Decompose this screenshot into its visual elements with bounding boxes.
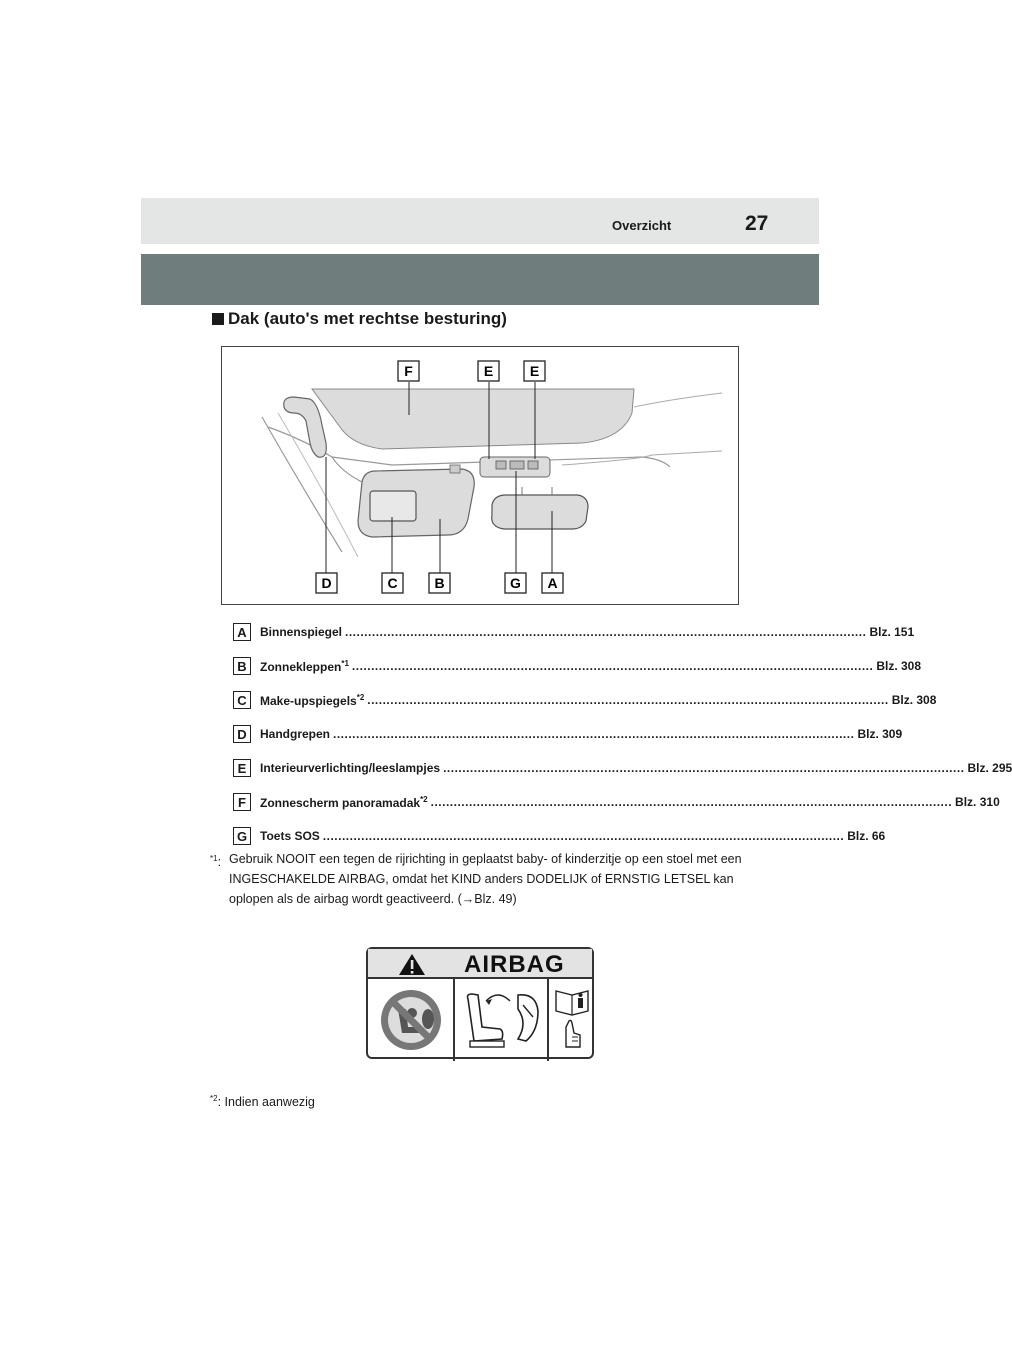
- item-label: Zonnescherm panoramadak$^{*2}$: [260, 794, 428, 810]
- roof-illustration-drawing: [222, 347, 740, 606]
- grab-handle-shape: [284, 397, 327, 457]
- leader-dots: ........................................................................................................................................: [345, 625, 867, 639]
- list-item: [233, 717, 903, 751]
- item-page-ref[interactable]: Blz. 151: [869, 625, 915, 639]
- warning-triangle-icon: [399, 954, 425, 975]
- rearview-mirror-shape: [492, 495, 588, 529]
- section-title: [212, 309, 507, 329]
- item-label: Interieurverlichting/leeslampjes: [260, 761, 441, 775]
- item-page-ref[interactable]: Blz. 309: [857, 727, 903, 741]
- vanity-mirror-shape: [370, 491, 416, 521]
- item-label: Make-upspiegels$^{*2}$: [260, 692, 365, 708]
- item-label: Binnenspiegel: [260, 625, 343, 639]
- item-page-ref[interactable]: Blz. 66: [847, 829, 886, 843]
- footnote-1: [210, 849, 750, 909]
- page-number: 27: [745, 212, 769, 235]
- callout-box-A: [542, 573, 563, 593]
- item-sup: *2: [356, 692, 365, 702]
- leader-dots: ........................................................................................................................................: [367, 693, 889, 707]
- callout-F-label: F: [404, 363, 413, 379]
- callout-box-E-2: [524, 361, 545, 381]
- roof-illustration: [221, 346, 739, 605]
- item-letter: E: [233, 759, 251, 777]
- item-sup: *2: [420, 794, 428, 804]
- item-letter: A: [233, 623, 251, 641]
- leader-dots: ........................................................................................................................................: [430, 795, 953, 809]
- square-bullet-icon: [212, 313, 224, 325]
- footnote-2: [210, 1094, 315, 1109]
- item-letter: C: [233, 691, 251, 709]
- airbag-word: AIRBAG: [464, 951, 565, 978]
- callout-G-label: G: [510, 575, 521, 591]
- item-letter: B: [233, 657, 251, 675]
- list-item: [233, 649, 922, 683]
- callout-box-G: [505, 573, 526, 593]
- callout-box-F: [398, 361, 419, 381]
- callout-box-E: [478, 361, 499, 381]
- airbag-warning-label: [366, 947, 594, 1059]
- callout-E-label: E: [483, 363, 494, 379]
- leader-dots: ........................................................................................................................................: [443, 761, 965, 775]
- seat-airbag-icon: [468, 994, 539, 1047]
- item-sup: *1: [341, 658, 349, 668]
- item-page-ref[interactable]: Blz. 308: [891, 693, 937, 707]
- list-item: [233, 615, 915, 649]
- item-label: Toets SOS: [260, 829, 320, 843]
- owners-manual-icon: [556, 991, 588, 1015]
- item-letter: G: [233, 827, 251, 845]
- callout-B-label: B: [434, 575, 445, 591]
- callout-E2-label: E: [529, 363, 540, 379]
- item-letter: F: [233, 793, 251, 811]
- item-page-ref[interactable]: Blz. 310: [955, 795, 1000, 809]
- callout-D-label: D: [321, 575, 332, 591]
- section-title-text: Dak (auto's met rechtse besturing): [228, 309, 507, 328]
- footnote-1-mark: $^{*1}$:: [210, 854, 222, 870]
- list-item: [233, 751, 1012, 785]
- no-child-seat-icon: [381, 990, 441, 1050]
- footnote-2-mark: $^{*2}$:: [210, 1094, 222, 1110]
- footnote-1-text: Gebruik NOOIT een tegen de rijrichting in geplaatst baby- of kinderzitje op een stoel met een INGESCHAKELDE AIRBAG, omdat het KIND anders DODELIJK of ERNSTIG LETSEL kan oplopen als de airbag wordt geactiveerd. (→Blz. 49): [229, 852, 742, 906]
- item-page-ref[interactable]: Blz. 308: [876, 659, 922, 673]
- list-item: [233, 683, 937, 717]
- callout-box-D: [316, 573, 337, 593]
- footnote-2-text: Indien aanwezig: [224, 1095, 315, 1110]
- item-page-ref[interactable]: Blz. 295: [967, 761, 1012, 775]
- item-label: Handgrepen: [260, 727, 331, 741]
- pointing-hand-icon: [566, 1020, 580, 1047]
- panoramic-roof-shade: [312, 389, 634, 449]
- callout-A-label: A: [547, 575, 558, 591]
- leader-dots: ........................................................................................................................................: [333, 727, 855, 741]
- callout-box-B: [429, 573, 450, 593]
- leader-dots: ........................................................................................................................................: [351, 659, 874, 673]
- component-list: [233, 615, 1012, 853]
- callout-C-label: C: [387, 575, 398, 591]
- airbag-pictograms: [368, 949, 596, 1061]
- callout-box-C: [382, 573, 403, 593]
- item-letter: D: [233, 725, 251, 743]
- leader-dots: ........................................................................................................................................: [322, 829, 845, 843]
- header-section-title: Overzicht: [612, 218, 672, 233]
- list-item: [233, 819, 886, 853]
- header-bar: [141, 198, 819, 244]
- item-label: Zonnekleppen$^{*1}$: [260, 658, 349, 674]
- section-band: [141, 254, 819, 305]
- list-item: [233, 785, 1000, 819]
